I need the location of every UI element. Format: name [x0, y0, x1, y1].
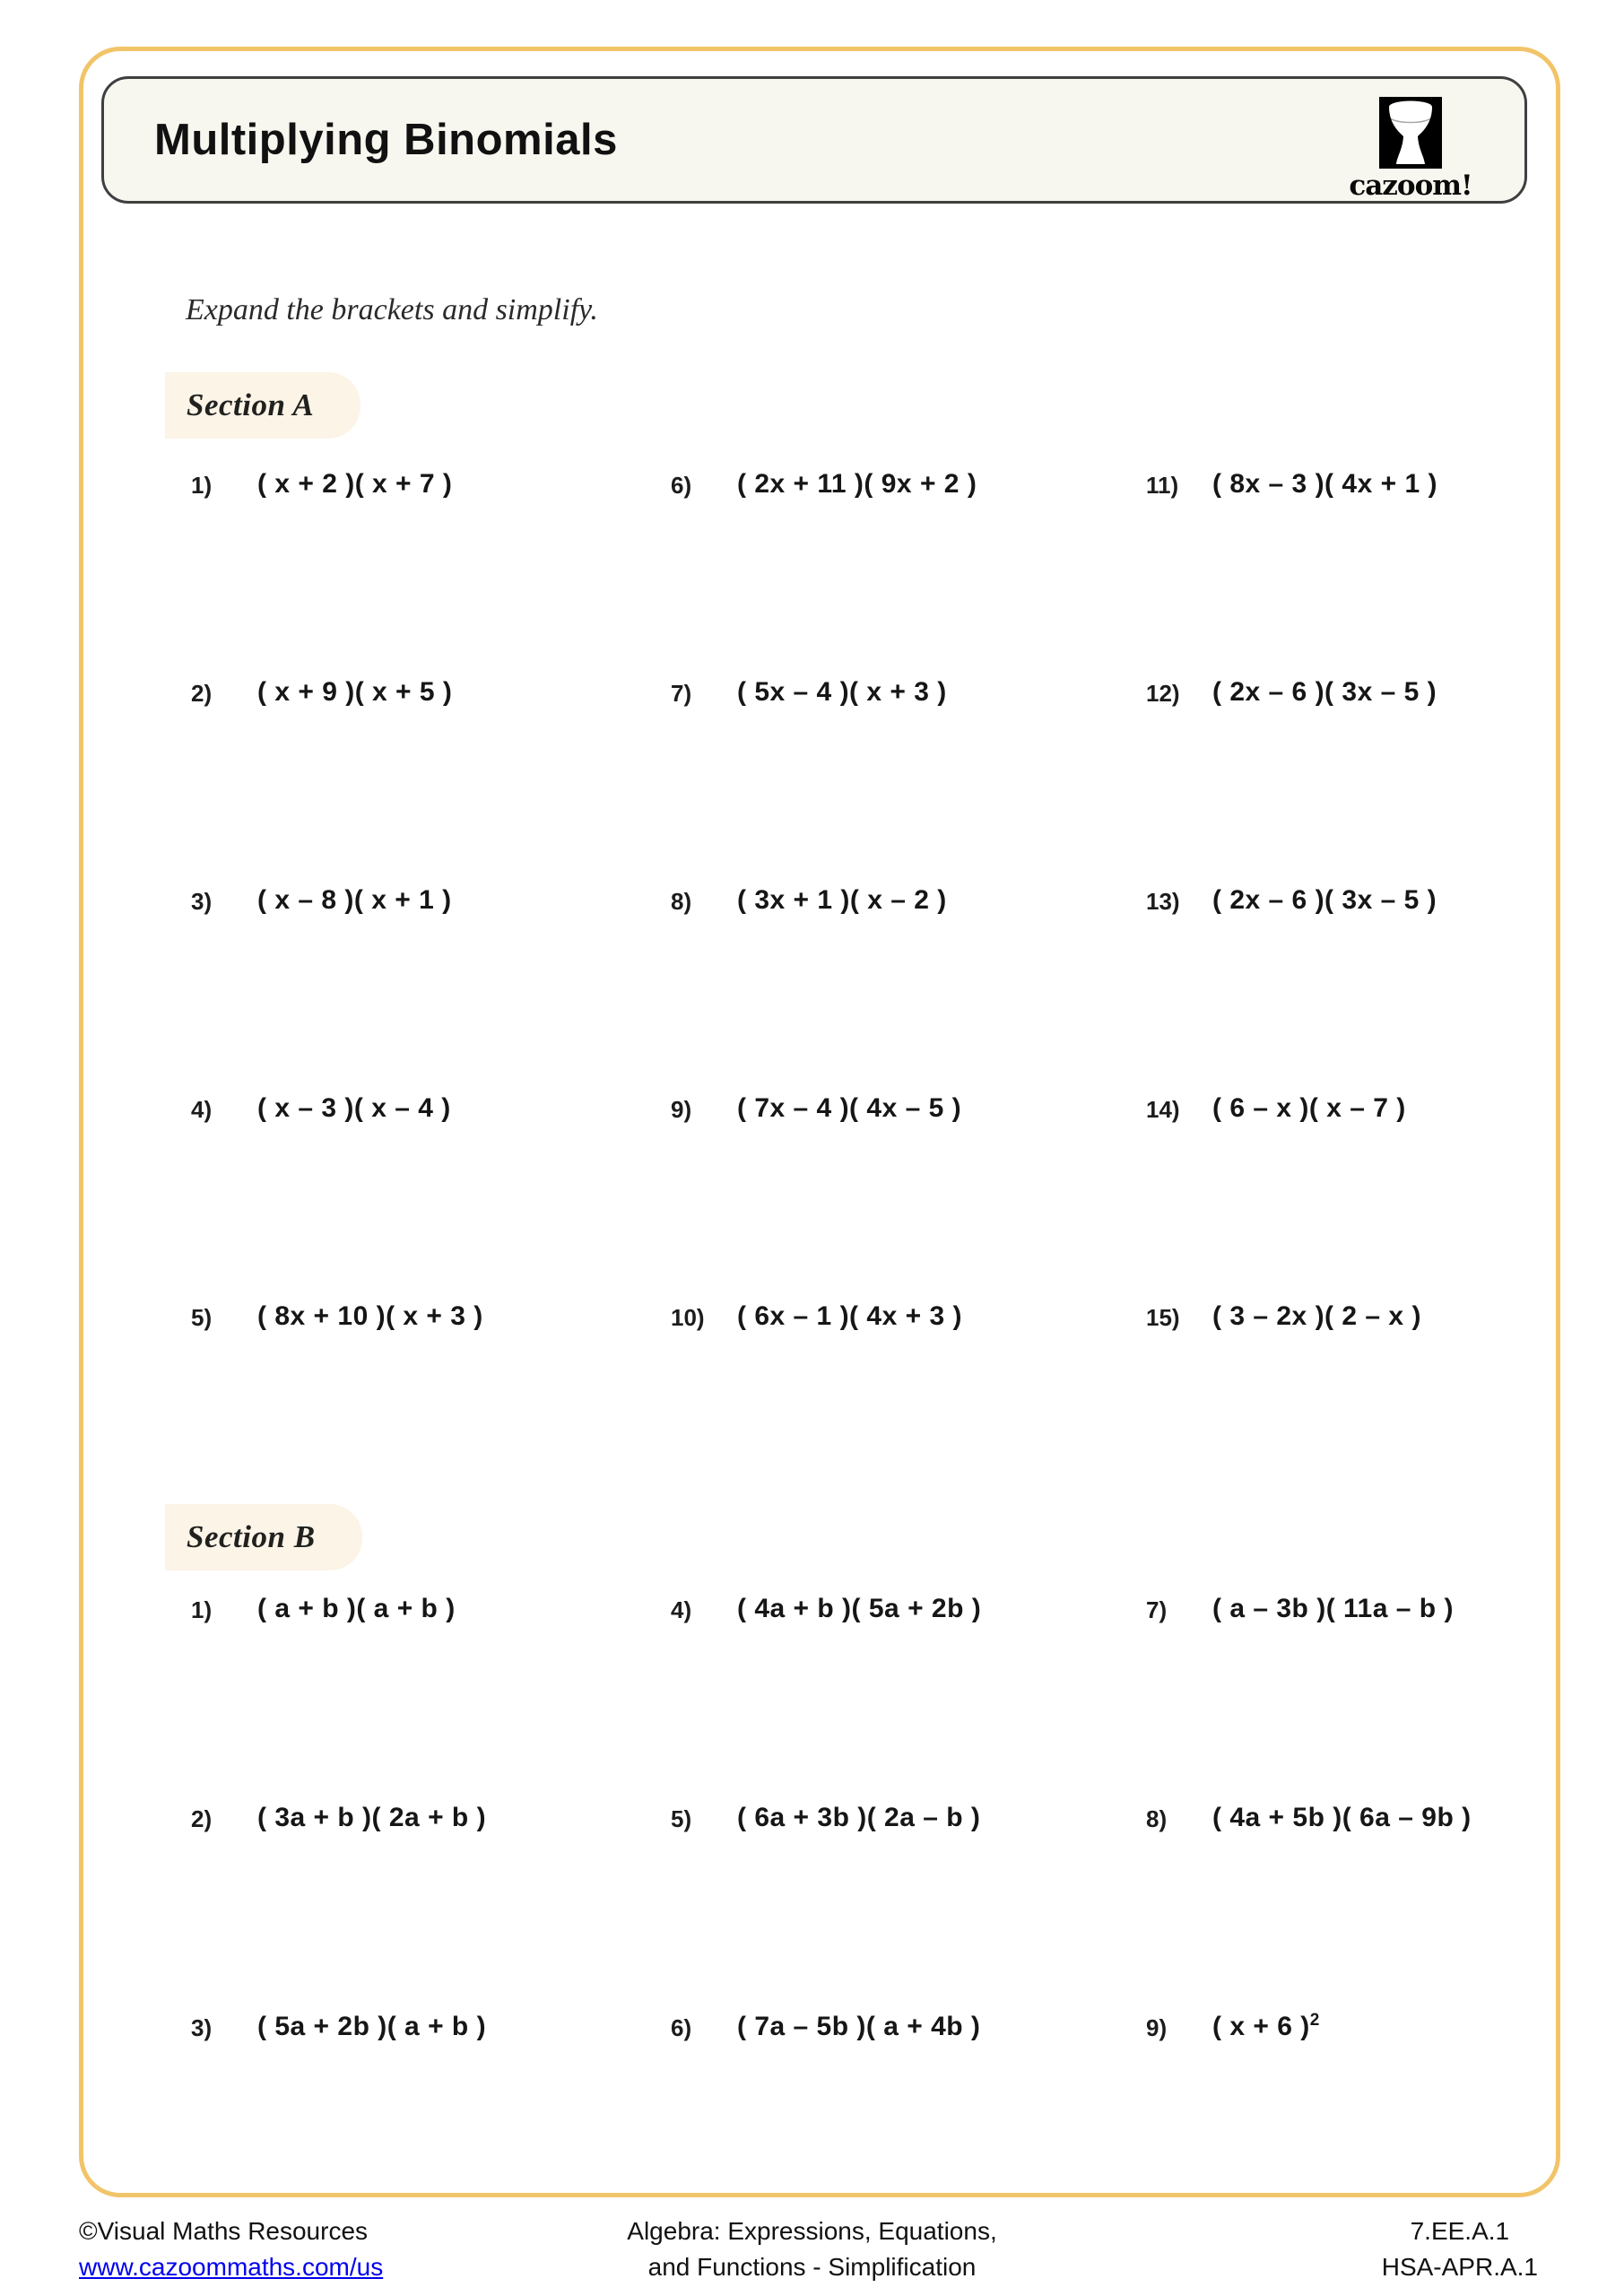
- problem-expression: [737, 1093, 961, 1124]
- expression-text: ( 5a + 2b )( a + b ): [257, 2012, 487, 2041]
- expression-text: ( 6a + 3b )( 2a – b ): [737, 1803, 981, 1832]
- problem-a11: [1139, 469, 1587, 677]
- section-b-label: Section B: [187, 1519, 316, 1554]
- problem-a2: [184, 677, 664, 885]
- problem-number: 9): [671, 1096, 692, 1123]
- worksheet-instruction: Expand the brackets and simplify.: [186, 293, 598, 326]
- problem-expression: [257, 885, 452, 916]
- problem-a5: [184, 1301, 664, 1509]
- footer-attribution: [79, 2213, 383, 2285]
- problem-expression: [737, 2012, 980, 2042]
- problem-number: 11): [1146, 472, 1179, 499]
- problem-expression: [1212, 1301, 1421, 1332]
- page-title: Multiplying Binomials: [154, 116, 618, 164]
- expression-text: ( 2x – 6 )( 3x – 5 ): [1212, 885, 1437, 915]
- expression-text: ( x – 3 )( x – 4 ): [257, 1093, 451, 1123]
- problem-expression: [737, 677, 947, 708]
- section-b-grid: [184, 1594, 1594, 2221]
- expression-text: ( 4a + b )( 5a + 2b ): [737, 1594, 982, 1623]
- problem-a15: [1139, 1301, 1587, 1509]
- problem-expression: [737, 1803, 980, 1833]
- expression-text: ( 6x – 1 )( 4x + 3 ): [737, 1301, 962, 1331]
- problem-number: 6): [671, 2014, 692, 2041]
- expression-text: ( 7a – 5b )( a + 4b ): [737, 2012, 981, 2041]
- footer-standards: [1382, 2213, 1538, 2285]
- problem-number: 10): [671, 1304, 705, 1331]
- problem-expression: [257, 2012, 486, 2042]
- problem-expression: [257, 1803, 486, 1833]
- worksheet-frame: [79, 47, 1560, 2197]
- problem-b6: [664, 2012, 1139, 2221]
- problem-b7: [1139, 1594, 1587, 1803]
- problem-number: 8): [671, 888, 692, 915]
- cazoom-logo: [1343, 93, 1478, 202]
- problem-expression: [737, 1301, 962, 1332]
- expression-text: ( 2x + 11 )( 9x + 2 ): [737, 469, 977, 499]
- problem-expression: [1212, 2012, 1320, 2042]
- expression-text: ( 8x – 3 )( 4x + 1 ): [1212, 469, 1437, 499]
- copyright-text: ©Visual Maths Resources: [79, 2217, 369, 2245]
- problem-a7: [664, 677, 1139, 885]
- problem-number: 9): [1146, 2014, 1168, 2041]
- problem-expression: [257, 1594, 456, 1624]
- problem-number: 1): [191, 1596, 213, 1623]
- problem-expression: [737, 1594, 981, 1624]
- problem-b9: [1139, 2012, 1587, 2221]
- topic-line-1: Algebra: Expressions, Equations,: [627, 2217, 997, 2245]
- logo-wordmark: cazoom!: [1349, 170, 1472, 202]
- problem-a10: [664, 1301, 1139, 1509]
- problem-a14: [1139, 1093, 1587, 1301]
- problem-b5: [664, 1803, 1139, 2012]
- problem-number: 2): [191, 680, 213, 707]
- problem-number: 1): [191, 472, 213, 499]
- expression-text: ( 5x – 4 )( x + 3 ): [737, 677, 947, 707]
- cazoom-website-link[interactable]: www.cazoommaths.com/us: [79, 2253, 384, 2281]
- problem-expression: [257, 1093, 451, 1124]
- expression-text: ( 6 – x )( x – 7 ): [1212, 1093, 1406, 1123]
- title-box: [101, 76, 1527, 204]
- expression-text: ( 3 – 2x )( 2 – x ): [1212, 1301, 1421, 1331]
- section-a-label: Section A: [187, 387, 315, 422]
- problem-number: 12): [1146, 680, 1180, 707]
- expression-text: ( 3a + b )( 2a + b ): [257, 1803, 487, 1832]
- problem-number: 15): [1146, 1304, 1180, 1331]
- problem-a3: [184, 885, 664, 1093]
- problem-a12: [1139, 677, 1587, 885]
- problem-expression: [737, 469, 977, 500]
- problem-number: 4): [191, 1096, 213, 1123]
- problem-number: 7): [1146, 1596, 1168, 1623]
- problem-a13: [1139, 885, 1587, 1093]
- topic-line-2: and Functions - Simplification: [647, 2253, 977, 2281]
- problem-number: 5): [191, 1304, 213, 1331]
- expression-exponent: 2: [1309, 2011, 1320, 2030]
- expression-text: ( a – 3b )( 11a – b ): [1212, 1594, 1454, 1623]
- section-b-badge: [165, 1504, 362, 1570]
- problem-expression: [1212, 677, 1437, 708]
- problem-number: 3): [191, 2014, 213, 2041]
- problem-expression: [737, 885, 947, 916]
- section-a-badge: [165, 372, 360, 439]
- problem-number: 13): [1146, 888, 1180, 915]
- expression-text: ( 7x – 4 )( 4x – 5 ): [737, 1093, 962, 1123]
- standard-code-1: 7.EE.A.1: [1410, 2217, 1510, 2245]
- problem-number: 3): [191, 888, 213, 915]
- problem-number: 7): [671, 680, 692, 707]
- problem-a6: [664, 469, 1139, 677]
- problem-number: 2): [191, 1805, 213, 1832]
- expression-text: ( x – 8 )( x + 1 ): [257, 885, 452, 915]
- problem-a4: [184, 1093, 664, 1301]
- expression-text: ( 2x – 6 )( 3x – 5 ): [1212, 677, 1437, 707]
- problem-expression: [1212, 1093, 1406, 1124]
- expression-text: ( 8x + 10 )( x + 3 ): [257, 1301, 483, 1331]
- problem-number: 8): [1146, 1805, 1168, 1832]
- problem-expression: [257, 677, 452, 708]
- standard-code-2: HSA-APR.A.1: [1381, 2253, 1538, 2281]
- section-a-grid: [184, 469, 1594, 1509]
- expression-text: ( 3x + 1 )( x – 2 ): [737, 885, 947, 915]
- problem-a8: [664, 885, 1139, 1093]
- problem-expression: [257, 469, 452, 500]
- problem-expression: [1212, 1594, 1454, 1624]
- problem-b1: [184, 1594, 664, 1803]
- problem-expression: [1212, 469, 1437, 500]
- problem-b4: [664, 1594, 1139, 1803]
- problem-expression: [1212, 885, 1437, 916]
- djembe-drum-icon: [1379, 97, 1442, 169]
- problem-number: 6): [671, 472, 692, 499]
- problem-b3: [184, 2012, 664, 2221]
- problem-b8: [1139, 1803, 1587, 2012]
- problem-b2: [184, 1803, 664, 2012]
- problem-a9: [664, 1093, 1139, 1301]
- expression-text: ( x + 6 ): [1212, 2012, 1310, 2041]
- problem-a1: [184, 469, 664, 677]
- footer-topic: [627, 2213, 996, 2285]
- expression-text: ( x + 2 )( x + 7 ): [257, 469, 453, 499]
- expression-text: ( 4a + 5b )( 6a – 9b ): [1212, 1803, 1472, 1832]
- problem-number: 4): [671, 1596, 692, 1623]
- expression-text: ( a + b )( a + b ): [257, 1594, 456, 1623]
- problem-number: 14): [1146, 1096, 1180, 1123]
- expression-text: ( x + 9 )( x + 5 ): [257, 677, 453, 707]
- problem-expression: [1212, 1803, 1472, 1833]
- problem-number: 5): [671, 1805, 692, 1832]
- problem-expression: [257, 1301, 483, 1332]
